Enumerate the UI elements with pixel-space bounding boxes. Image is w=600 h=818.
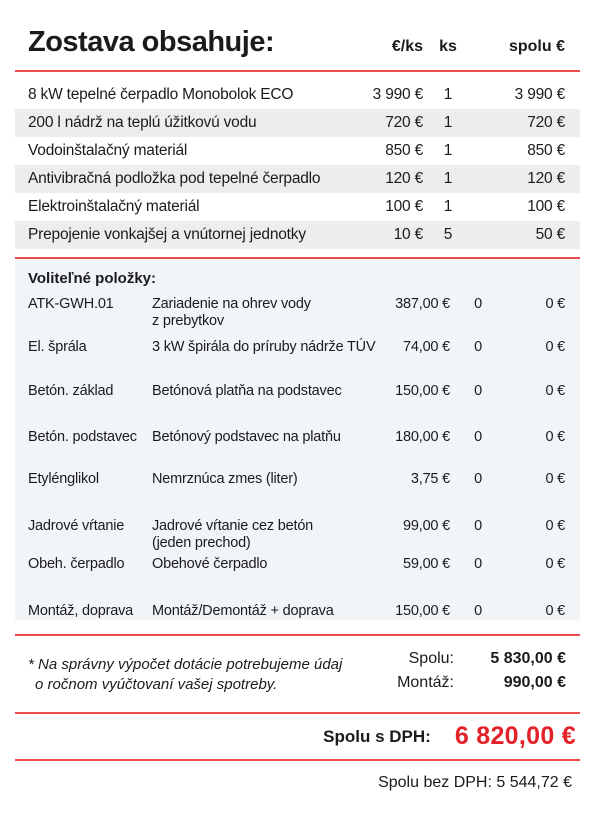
item-total: 50 € (535, 226, 565, 243)
option-description (152, 296, 390, 330)
total-with-vat-row (15, 714, 580, 759)
item-unit-price: 100 € (385, 198, 423, 215)
footnote-line: * Na správny výpočet dotácie potrebujeme údaj (28, 656, 343, 673)
option-quantity: 0 (474, 383, 482, 399)
item-total: 120 € (527, 170, 565, 187)
montage-label: Montáž: (397, 674, 454, 691)
option-total: 0 € (545, 518, 565, 534)
header (15, 26, 580, 70)
option-code: Betón. základ (28, 383, 114, 399)
total-without-vat-value: 5 544,72 € (496, 774, 572, 791)
table-row (15, 193, 580, 221)
option-unit-price: 99,00 € (403, 518, 450, 534)
item-unit-price: 850 € (385, 142, 423, 159)
option-description-line: Betónový podstavec na platňu (152, 429, 341, 445)
column-header-total: spolu € (508, 38, 565, 55)
montage-value: 990,00 € (503, 674, 566, 691)
option-code: Betón. podstavec (28, 429, 137, 445)
option-description (152, 339, 390, 356)
option-total: 0 € (545, 429, 565, 445)
option-description (152, 429, 390, 446)
option-quantity: 0 (474, 556, 482, 572)
option-unit-price: 3,75 € (410, 471, 450, 487)
optional-section-title: Voliteľné položky: (28, 270, 157, 287)
table-row (15, 221, 580, 249)
item-unit-price: 720 € (385, 114, 423, 131)
item-total: 100 € (527, 198, 565, 215)
option-description-line: z prebytkov (152, 313, 224, 329)
total-with-vat-value: 6 820,00 € (454, 722, 576, 750)
item-quantity: 1 (443, 114, 453, 131)
option-code: Jadrové vŕtanie (28, 518, 125, 534)
option-code: Etylénglikol (28, 471, 99, 487)
item-name: Elektroinštalačný materiál (28, 198, 200, 215)
item-quantity: 5 (443, 226, 453, 243)
column-header-unit-price: €/ks (391, 38, 423, 55)
item-name: Vodoinštalačný materiál (28, 142, 188, 159)
option-description-line: (jeden prechod) (152, 535, 251, 551)
option-total: 0 € (545, 556, 565, 572)
option-description (152, 603, 390, 620)
item-name: 8 kW tepelné čerpadlo Monobolok ECO (28, 86, 294, 103)
option-description-line: Betónová platňa na podstavec (152, 383, 342, 399)
subtotal-row (397, 650, 566, 674)
option-unit-price: 180,00 € (395, 429, 450, 445)
subtotal-label: Spolu: (408, 650, 454, 667)
item-quantity: 1 (443, 86, 453, 103)
total-with-vat-label: Spolu s DPH: (323, 726, 431, 746)
option-unit-price: 150,00 € (395, 603, 450, 619)
item-unit-price: 120 € (385, 170, 423, 187)
option-unit-price: 387,00 € (395, 296, 450, 312)
total-without-vat-label: Spolu bez DPH: (378, 774, 492, 791)
item-total: 850 € (527, 142, 565, 159)
option-unit-price: 59,00 € (403, 556, 450, 572)
option-quantity: 0 (474, 296, 482, 312)
subtotal-value: 5 830,00 € (490, 650, 566, 667)
item-quantity: 1 (443, 198, 453, 215)
footnote-line: o ročnom vyúčtovaní vašej spotreby. (35, 676, 278, 693)
option-quantity: 0 (474, 429, 482, 445)
item-quantity: 1 (443, 142, 453, 159)
table-row (15, 165, 580, 193)
subtotal-block (397, 650, 566, 698)
option-description-line: Zariadenie na ohrev vody (152, 296, 311, 312)
option-description-line: Jadrové vŕtanie cez betón (152, 518, 314, 534)
option-quantity: 0 (474, 518, 482, 534)
option-description-line: Nemrznúca zmes (liter) (152, 471, 298, 487)
item-quantity: 1 (443, 170, 453, 187)
table-row (15, 109, 580, 137)
option-quantity: 0 (474, 471, 482, 487)
main-items-table (15, 81, 580, 249)
option-total: 0 € (545, 383, 565, 399)
montage-row (397, 674, 566, 698)
table-row (15, 81, 580, 109)
optional-row (28, 429, 565, 446)
item-total: 720 € (527, 114, 565, 131)
optional-row (28, 339, 565, 356)
item-name: Prepojenie vonkajšej a vnútornej jednotky (28, 226, 306, 243)
option-code: El. šprála (28, 339, 87, 355)
option-description (152, 383, 390, 400)
option-total: 0 € (545, 603, 565, 619)
option-code: Montáž, doprava (28, 603, 134, 619)
option-total: 0 € (545, 296, 565, 312)
optional-section (15, 259, 580, 620)
footnote (28, 650, 342, 698)
option-description (152, 518, 390, 552)
column-header-quantity: ks (439, 38, 457, 55)
footer-summary-area (15, 636, 580, 712)
option-total: 0 € (545, 471, 565, 487)
option-unit-price: 74,00 € (403, 339, 450, 355)
item-name: 200 l nádrž na teplú úžitkovú vodu (28, 114, 257, 131)
option-unit-price: 150,00 € (395, 383, 450, 399)
item-unit-price: 10 € (393, 226, 423, 243)
option-description (152, 556, 390, 573)
page-title: Zostava obsahuje: (28, 26, 275, 58)
item-total: 3 990 € (514, 86, 565, 103)
option-total: 0 € (545, 339, 565, 355)
optional-row (28, 603, 565, 620)
optional-row (28, 556, 565, 573)
total-without-vat-row (15, 761, 580, 792)
optional-row (28, 471, 565, 488)
item-unit-price: 3 990 € (372, 86, 423, 103)
item-name: Antivibračná podložka pod tepelné čerpadlo (28, 170, 321, 187)
optional-row (28, 518, 565, 552)
option-code: ATK-GWH.01 (28, 296, 114, 312)
option-code: Obeh. čerpadlo (28, 556, 125, 572)
option-quantity: 0 (474, 339, 482, 355)
option-description-line: Montáž/Demontáž + doprava (152, 603, 334, 619)
optional-row (28, 296, 565, 330)
option-description-line: Obehové čerpadlo (152, 556, 268, 572)
optional-row (28, 383, 565, 400)
table-row (15, 137, 580, 165)
option-quantity: 0 (474, 603, 482, 619)
red-divider-top (15, 70, 580, 72)
option-description-line: 3 kW špirála do príruby nádrže TÚV (152, 339, 376, 355)
option-description (152, 471, 390, 488)
